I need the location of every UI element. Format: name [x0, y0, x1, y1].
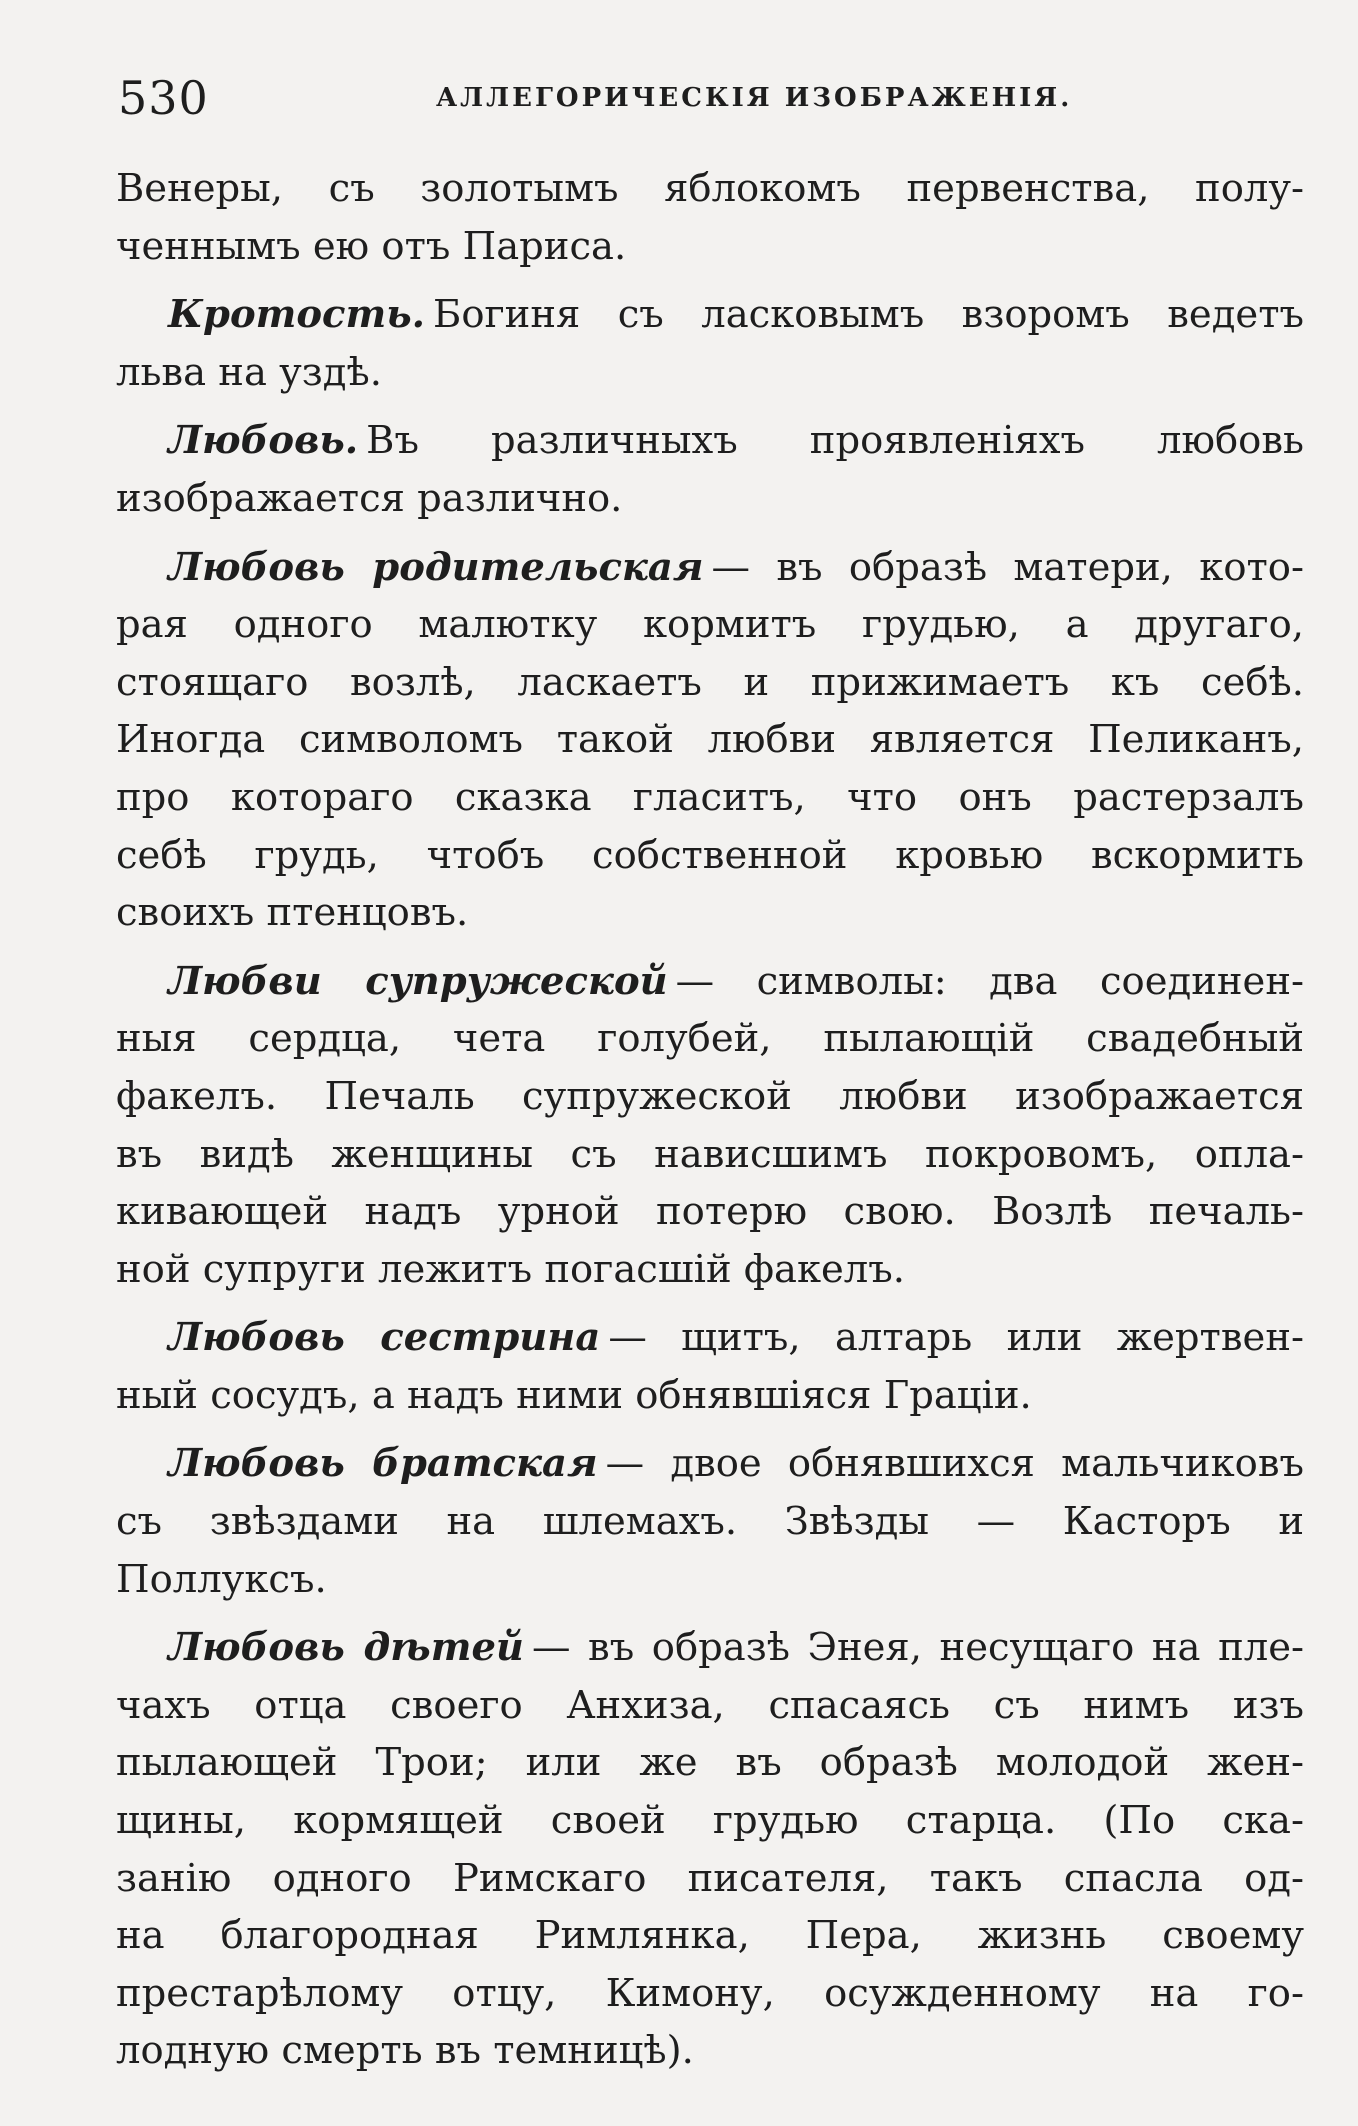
text-line [116, 953, 1304, 1011]
paragraph-filial-love [116, 1619, 1304, 2080]
text-line [116, 539, 1304, 597]
entry-text: — символы: два соединен- [675, 958, 1304, 1004]
paragraph-parental-love [116, 539, 1304, 942]
text-line: въ видѣ женщины съ нависшимъ покровомъ, опла- [116, 1131, 1304, 1177]
page-header [118, 68, 1308, 128]
entry-term: Любовь братская [168, 1441, 598, 1487]
text-line: съ звѣздами на шлемахъ. Звѣзды — Касторъ и [116, 1499, 1304, 1545]
text-line: рая одного малютку кормитъ грудью, а другаго, [116, 602, 1304, 648]
text-line [116, 1619, 1304, 1677]
paragraph-conjugal-love [116, 953, 1304, 1299]
entry-text: — въ образѣ матери, кото- [711, 544, 1304, 590]
text-line: изображается различно. [116, 475, 623, 521]
entry-term: Любви супружеской [168, 958, 668, 1004]
text-line: престарѣлому отцу, Кимону, осужденному на го- [116, 1970, 1304, 2016]
entry-term: Любовь. [168, 418, 359, 464]
text-line: пылающей Трои; или же въ образѣ молодой жен- [116, 1740, 1304, 1786]
paragraph-venus-continuation [116, 160, 1304, 275]
text-line [116, 412, 1304, 470]
text-line: ной супруги лежитъ погасшій факелъ. [116, 1246, 905, 1292]
text-line: льва на уздѣ. [116, 349, 382, 395]
entry-term: Любовь сестрина [168, 1315, 601, 1361]
text-line: Поллуксъ. [116, 1556, 327, 1602]
paragraph-meekness [116, 286, 1304, 401]
text-line: про котораго сказка гласитъ, что онъ растерзалъ [116, 774, 1304, 820]
entry-term: Любовь дѣтей [168, 1625, 524, 1671]
text-line: себѣ грудь, чтобъ собственной кровью вскормить [116, 832, 1304, 878]
entry-text: Богиня съ ласковымъ взоромъ ведетъ [433, 292, 1304, 338]
paragraph-love [116, 412, 1304, 527]
page-number: 530 [118, 71, 209, 125]
text-line: стоящаго возлѣ, ласкаетъ и прижимаетъ къ себѣ. [116, 659, 1304, 705]
text-line: ный сосудъ, а надъ ними обнявшіяся Граціи. [116, 1372, 1032, 1418]
entry-text: — щитъ, алтарь или жертвен- [608, 1315, 1304, 1361]
running-title: АЛЛЕГОРИЧЕСКІЯ ИЗОБРАЖЕНІЯ. [436, 83, 1073, 113]
text-line: Иногда символомъ такой любви является Пеликанъ, [116, 717, 1304, 763]
entry-text: Въ различныхъ проявленіяхъ любовь [366, 418, 1304, 464]
text-line: ныя сердца, чета голубей, пылающій свадебный [116, 1016, 1304, 1062]
text-line: своихъ птенцовъ. [116, 890, 469, 936]
text-line: факелъ. Печаль супружеской любви изображается [116, 1073, 1304, 1119]
text-line: на благородная Римлянка, Пера, жизнь своему [116, 1913, 1304, 1959]
text-line: Венеры, съ золотымъ яблокомъ первенства, полу- [116, 166, 1304, 211]
page-text [116, 160, 1304, 2091]
text-line [116, 286, 1304, 344]
entry-term: Кротость. [168, 292, 426, 338]
text-line: чахъ отца своего Анхиза, спасаясь съ нимъ изъ [116, 1682, 1304, 1728]
text-line: занію одного Римскаго писателя, такъ спасла од- [116, 1855, 1304, 1901]
entry-text: — въ образѣ Энея, несущаго на пле- [531, 1625, 1304, 1671]
text-line [116, 1309, 1304, 1367]
text-line: кивающей надъ урной потерю свою. Возлѣ печаль- [116, 1189, 1304, 1235]
text-line: ченнымъ ею отъ Париса. [116, 223, 627, 269]
entry-text: — двое обнявшихся мальчиковъ [605, 1441, 1304, 1487]
paragraph-sisterly-love [116, 1309, 1304, 1424]
entry-term: Любовь родительская [168, 544, 704, 590]
text-line [116, 1435, 1304, 1493]
paragraph-brotherly-love [116, 1435, 1304, 1608]
text-line: лодную смерть въ темницѣ). [116, 2028, 694, 2074]
text-line: щины, кормящей своей грудью старца. (По ска- [116, 1798, 1304, 1844]
